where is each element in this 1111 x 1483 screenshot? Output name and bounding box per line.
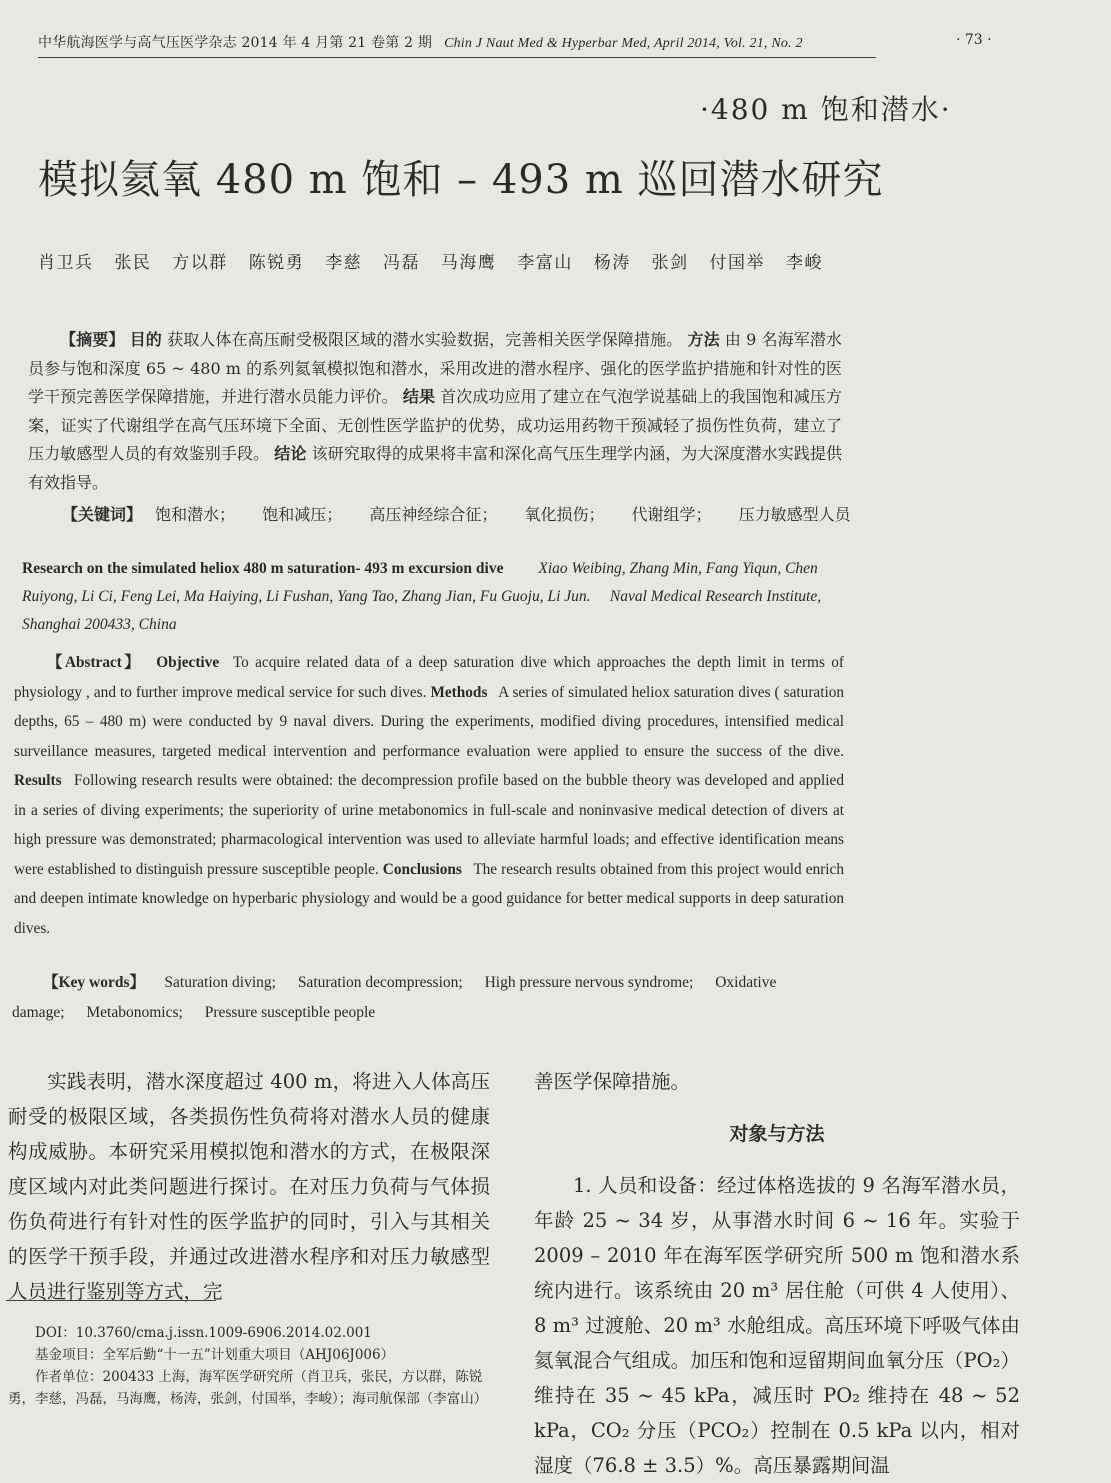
footnotes bbox=[8, 1322, 490, 1410]
objective-label-en: Objective bbox=[156, 654, 220, 671]
results-text: 首次成功应用了建立在气泡学说基础上的我国饱和减压方案，证实了代谢组学在高气压环境下全面、无创性医学监护的优势，成功运用药物干预减轻了损伤性负荷，建立了压力敏感型人员的有效鉴别手段。 bbox=[28, 387, 842, 463]
institution: Naval Medical Research Institute, Shanghai 200433, China bbox=[22, 588, 822, 633]
footnote-rule bbox=[6, 1300, 216, 1301]
results-text-en: Following research results were obtained: the decompression profile based on the bubble theory was developed and applied in a series of diving experiments; the superiority of urine metabonomics in full-scale and noninvasive medical detection of divers at high pressure was demonstrated; pharmacological intervention was used to alleviate harmful loads; and effective identification means were established to distinguish pressure susceptible people. bbox=[14, 772, 844, 878]
keyword-en: Oxidative damage; bbox=[12, 974, 777, 1021]
objective-label: 目的 bbox=[129, 330, 162, 349]
methods-text-en: A series of simulated heliox saturation dives ( saturation depths, 65 – 480 m) were conducted by 9 naval divers. During the experiments, modified diving procedures, intensified medical surveillance measures, targeted medical intervention and performance evaluation were applied to ensure the success of the dive. bbox=[14, 683, 844, 760]
doi bbox=[8, 1322, 490, 1344]
keywords-label-en: 【Key words】 bbox=[43, 974, 146, 991]
author-list: 肖卫兵 张民 方以群 陈锐勇 李慈 冯磊 马海鹰 李富山 杨涛 张剑 付国举 李峻 bbox=[38, 253, 823, 273]
fund bbox=[8, 1344, 490, 1366]
doi-text: DOI：10.3760/cma.j.issn.1009-6906.2014.02.001 bbox=[35, 1325, 372, 1341]
intro-continuation: 善医学保障措施。 bbox=[534, 1070, 691, 1093]
english-title: Research on the simulated heliox 480 m saturation- 493 m excursion dive bbox=[22, 560, 504, 577]
running-header bbox=[38, 32, 876, 58]
abstract-label: 【摘要】 bbox=[60, 330, 125, 349]
keyword: 压力敏感型人员 bbox=[738, 505, 851, 524]
journal-cn: 中华航海医学与高气压医学杂志 2014 年 4 月第 21 卷第 2 期 bbox=[38, 35, 433, 51]
methods-text: 由 9 名海军潜水员参与饱和深度 65 ~ 480 m 的系列氦氧模拟饱和潜水，采用改进的潜水程序、强化的医学监护措施和针对性的医学干预完善医学保障措施，并进行潜水员能力评价。 bbox=[28, 330, 842, 406]
page-number: · 73 · bbox=[956, 32, 992, 48]
chinese-keywords bbox=[62, 502, 873, 525]
abstract-label-en: 【Abstract】 bbox=[44, 654, 143, 671]
methods-paragraph-text: 1. 人员和设备：经过体格选拔的 9 名海军潜水员，年龄 25 ~ 34 岁，从事潜水时间 6 ~ 16 年。实验于 2009 – 2010 年在海军医学研究所 500 m 饱和潜水系统内进行。该系统由 20 m³ 居住舱（可供 4 人使用）、8 m³ 过渡舱、20 m³ 水舱组成。高压环境下呼吸气体由氦氧混合气组成。加压和饱和逗留期间血氧分压（PO₂）维持在 35 ~ 45 kPa，减压时 PO₂ 维持在 48 ~ 52 kPa，CO₂ 分压（PCO₂）控制在 0.5 kPa 以内，相对湿度（76.8 ± 3.5）%。高压暴露期间温 bbox=[534, 1174, 1020, 1477]
chinese-abstract bbox=[28, 326, 842, 497]
english-authors: Xiao Weibing, Zhang Min, Fang Yiqun, Chen Ruiyong, Li Ci, Feng Lei, Ma Haiying, Li Fushan, Yang Tao, Zhang Jian, Fu Guoju, Li Jun. bbox=[22, 560, 818, 605]
methods-label-en: Methods bbox=[430, 683, 488, 701]
body-text-left-column bbox=[8, 1064, 490, 1309]
keyword-en: Metabonomics; bbox=[86, 1003, 183, 1021]
objective-text-en: To acquire related data of a deep saturation dive which approaches the depth limit in terms of physiology , and to further improve medical service for such dives. bbox=[14, 654, 844, 701]
keyword: 饱和潜水； bbox=[155, 505, 236, 524]
intro-paragraph: 实践表明，潜水深度超过 400 m，将进入人体高压耐受的极限区域，各类损伤性负荷将对潜水人员的健康构成威胁。本研究采用模拟饱和潜水的方式，在极限深度区域内对此类问题进行探讨。在对压力负荷与气体损伤负荷进行有针对性的医学监护的同时，引入与其相关的医学干预手段，并通过改进潜水程序和对压力敏感型人员进行鉴别等方式，完 bbox=[8, 1070, 490, 1303]
body-text-right-column bbox=[534, 1064, 1020, 1483]
keywords-label: 【关键词】 bbox=[62, 505, 143, 524]
english-keywords bbox=[12, 968, 842, 1027]
affiliation bbox=[8, 1366, 490, 1410]
methods-label: 方法 bbox=[687, 330, 720, 349]
keyword-en: Saturation diving; bbox=[164, 974, 276, 991]
paper-title: 模拟氦氧 480 m 饱和 – 493 m 巡回潜水研究 bbox=[38, 157, 884, 203]
results-label-en: Results bbox=[14, 772, 62, 789]
keyword: 饱和减压； bbox=[262, 505, 343, 524]
conclusions-text-en: The research results obtained from this project would enrich and deepen intimate knowledge on hyperbaric physiology and would be a good guidance for better medical supports in deep saturation dives. bbox=[14, 860, 844, 937]
fund-text: 基金项目：全军后勤“十一五”计划重大项目（AHJ06J006） bbox=[35, 1347, 395, 1363]
journal-en: Chin J Naut Med & Hyperbar Med, April 2014, Vol. 21, No. 2 bbox=[444, 36, 803, 51]
english-abstract bbox=[14, 648, 844, 943]
conclusion-text: 该研究取得的成果将丰富和深化高气压生理学内涵，为大深度潜水实践提供有效指导。 bbox=[28, 444, 842, 492]
conclusions-label-en: Conclusions bbox=[382, 860, 462, 878]
keyword-en: Saturation decompression; bbox=[297, 974, 463, 991]
english-title-block bbox=[22, 555, 844, 639]
objective-text: 获取人体在高压耐受极限区域的潜水实验数据，完善相关医学保障措施。 bbox=[167, 330, 683, 349]
keyword-en: Pressure susceptible people bbox=[204, 1003, 376, 1021]
conclusion-label: 结论 bbox=[274, 444, 307, 463]
section-label: ·480 m 饱和潜水· bbox=[700, 93, 952, 126]
section-heading: 对象与方法 bbox=[729, 1123, 825, 1145]
keyword: 高压神经综合征； bbox=[369, 505, 498, 524]
keyword-en: High pressure nervous syndrome; bbox=[484, 974, 694, 991]
results-label: 结果 bbox=[402, 387, 436, 406]
affiliation-text: 作者单位：200433 上海，海军医学研究所（肖卫兵，张民，方以群，陈锐勇，李慈，冯磊，马海鹰，杨涛，张剑，付国举，李峻）；海司航保部（李富山） bbox=[8, 1369, 488, 1407]
methods-paragraph bbox=[534, 1168, 1020, 1483]
keyword: 氧化损伤； bbox=[524, 505, 605, 524]
keyword: 代谢组学； bbox=[631, 505, 712, 524]
